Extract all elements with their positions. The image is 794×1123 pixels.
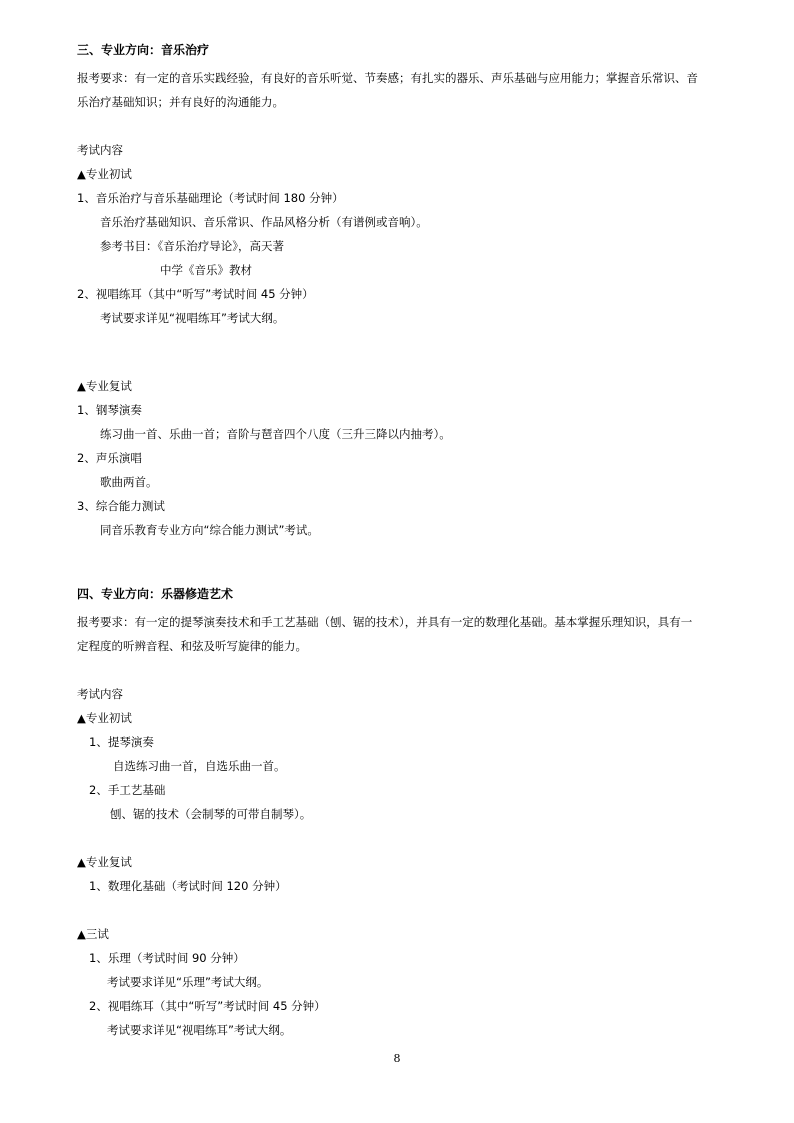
section3-first-item1-ref: 参考书目：《音乐治疗导论》，高天著 — [100, 239, 284, 253]
section3-first-item2-desc: 考试要求详见“视唱练耳”考试大纲。 — [100, 311, 285, 325]
section4-requirement-line1: 报考要求：有一定的提琴演奏技术和手工艺基础（刨、锯的技术），并具有一定的数理化基础。基本掌握乐理知识，具有一 — [77, 615, 693, 629]
section4-first-item1-desc: 自选练习曲一首，自选乐曲一首。 — [113, 759, 286, 773]
section3-exam-content: 考试内容 — [77, 143, 123, 157]
section3-first-round-title: ▲专业初试 — [77, 167, 132, 181]
page-number: 8 — [393, 1052, 401, 1065]
section3-second-item2-desc: 歌曲两首。 — [100, 475, 158, 489]
section3-first-item1: 1、音乐治疗与音乐基础理论（考试时间 180 分钟） — [77, 191, 344, 205]
section4-first-item2: 2、手工艺基础 — [89, 783, 166, 797]
section3-first-item1-ref2: 中学《音乐》教材 — [160, 263, 252, 277]
section4-second-item1: 1、数理化基础（考试时间 120 分钟） — [89, 879, 287, 893]
section3-first-item1-desc: 音乐治疗基础知识、音乐常识、作品风格分析（有谱例或音响）。 — [100, 215, 428, 229]
section4-heading: 四、专业方向：乐器修造艺术 — [77, 587, 234, 601]
section3-first-item2: 2、视唱练耳（其中“听写”考试时间 45 分钟） — [77, 287, 314, 301]
section3-second-item1-desc: 练习曲一首、乐曲一首；音阶与琶音四个八度（三升三降以内抽考）。 — [100, 427, 451, 441]
section4-exam-content: 考试内容 — [77, 687, 123, 701]
section4-first-item1: 1、提琴演奏 — [89, 735, 154, 749]
section4-third-item2: 2、视唱练耳（其中“听写”考试时间 45 分钟） — [89, 999, 326, 1013]
section4-third-round-title: ▲三试 — [77, 927, 109, 941]
section3-requirement-line2: 乐治疗基础知识；并有良好的沟通能力。 — [77, 95, 284, 109]
section4-third-item1: 1、乐理（考试时间 90 分钟） — [89, 951, 245, 965]
section3-second-item3: 3、综合能力测试 — [77, 499, 165, 513]
section4-first-round-title: ▲专业初试 — [77, 711, 132, 725]
section4-requirement-line2: 定程度的听辨音程、和弦及听写旋律的能力。 — [77, 639, 307, 653]
section3-second-item2: 2、声乐演唱 — [77, 451, 142, 465]
section4-first-item2-desc: 刨、锯的技术（会制琴的可带自制琴）。 — [110, 807, 312, 821]
section4-third-item1-desc: 考试要求详见“乐理”考试大纲。 — [107, 975, 269, 989]
section3-second-round-title: ▲专业复试 — [77, 379, 132, 393]
section3-second-item3-desc: 同音乐教育专业方向“综合能力测试”考试。 — [100, 523, 319, 537]
section3-heading: 三、专业方向：音乐治疗 — [77, 43, 210, 57]
section3-second-item1: 1、钢琴演奏 — [77, 403, 142, 417]
section3-requirement-line1: 报考要求：有一定的音乐实践经验，有良好的音乐听觉、节奏感；有扎实的器乐、声乐基础与应用能力；掌握音乐常识、音 — [77, 71, 698, 85]
section4-second-round-title: ▲专业复试 — [77, 855, 132, 869]
section4-third-item2-desc: 考试要求详见“视唱练耳”考试大纲。 — [107, 1023, 292, 1037]
